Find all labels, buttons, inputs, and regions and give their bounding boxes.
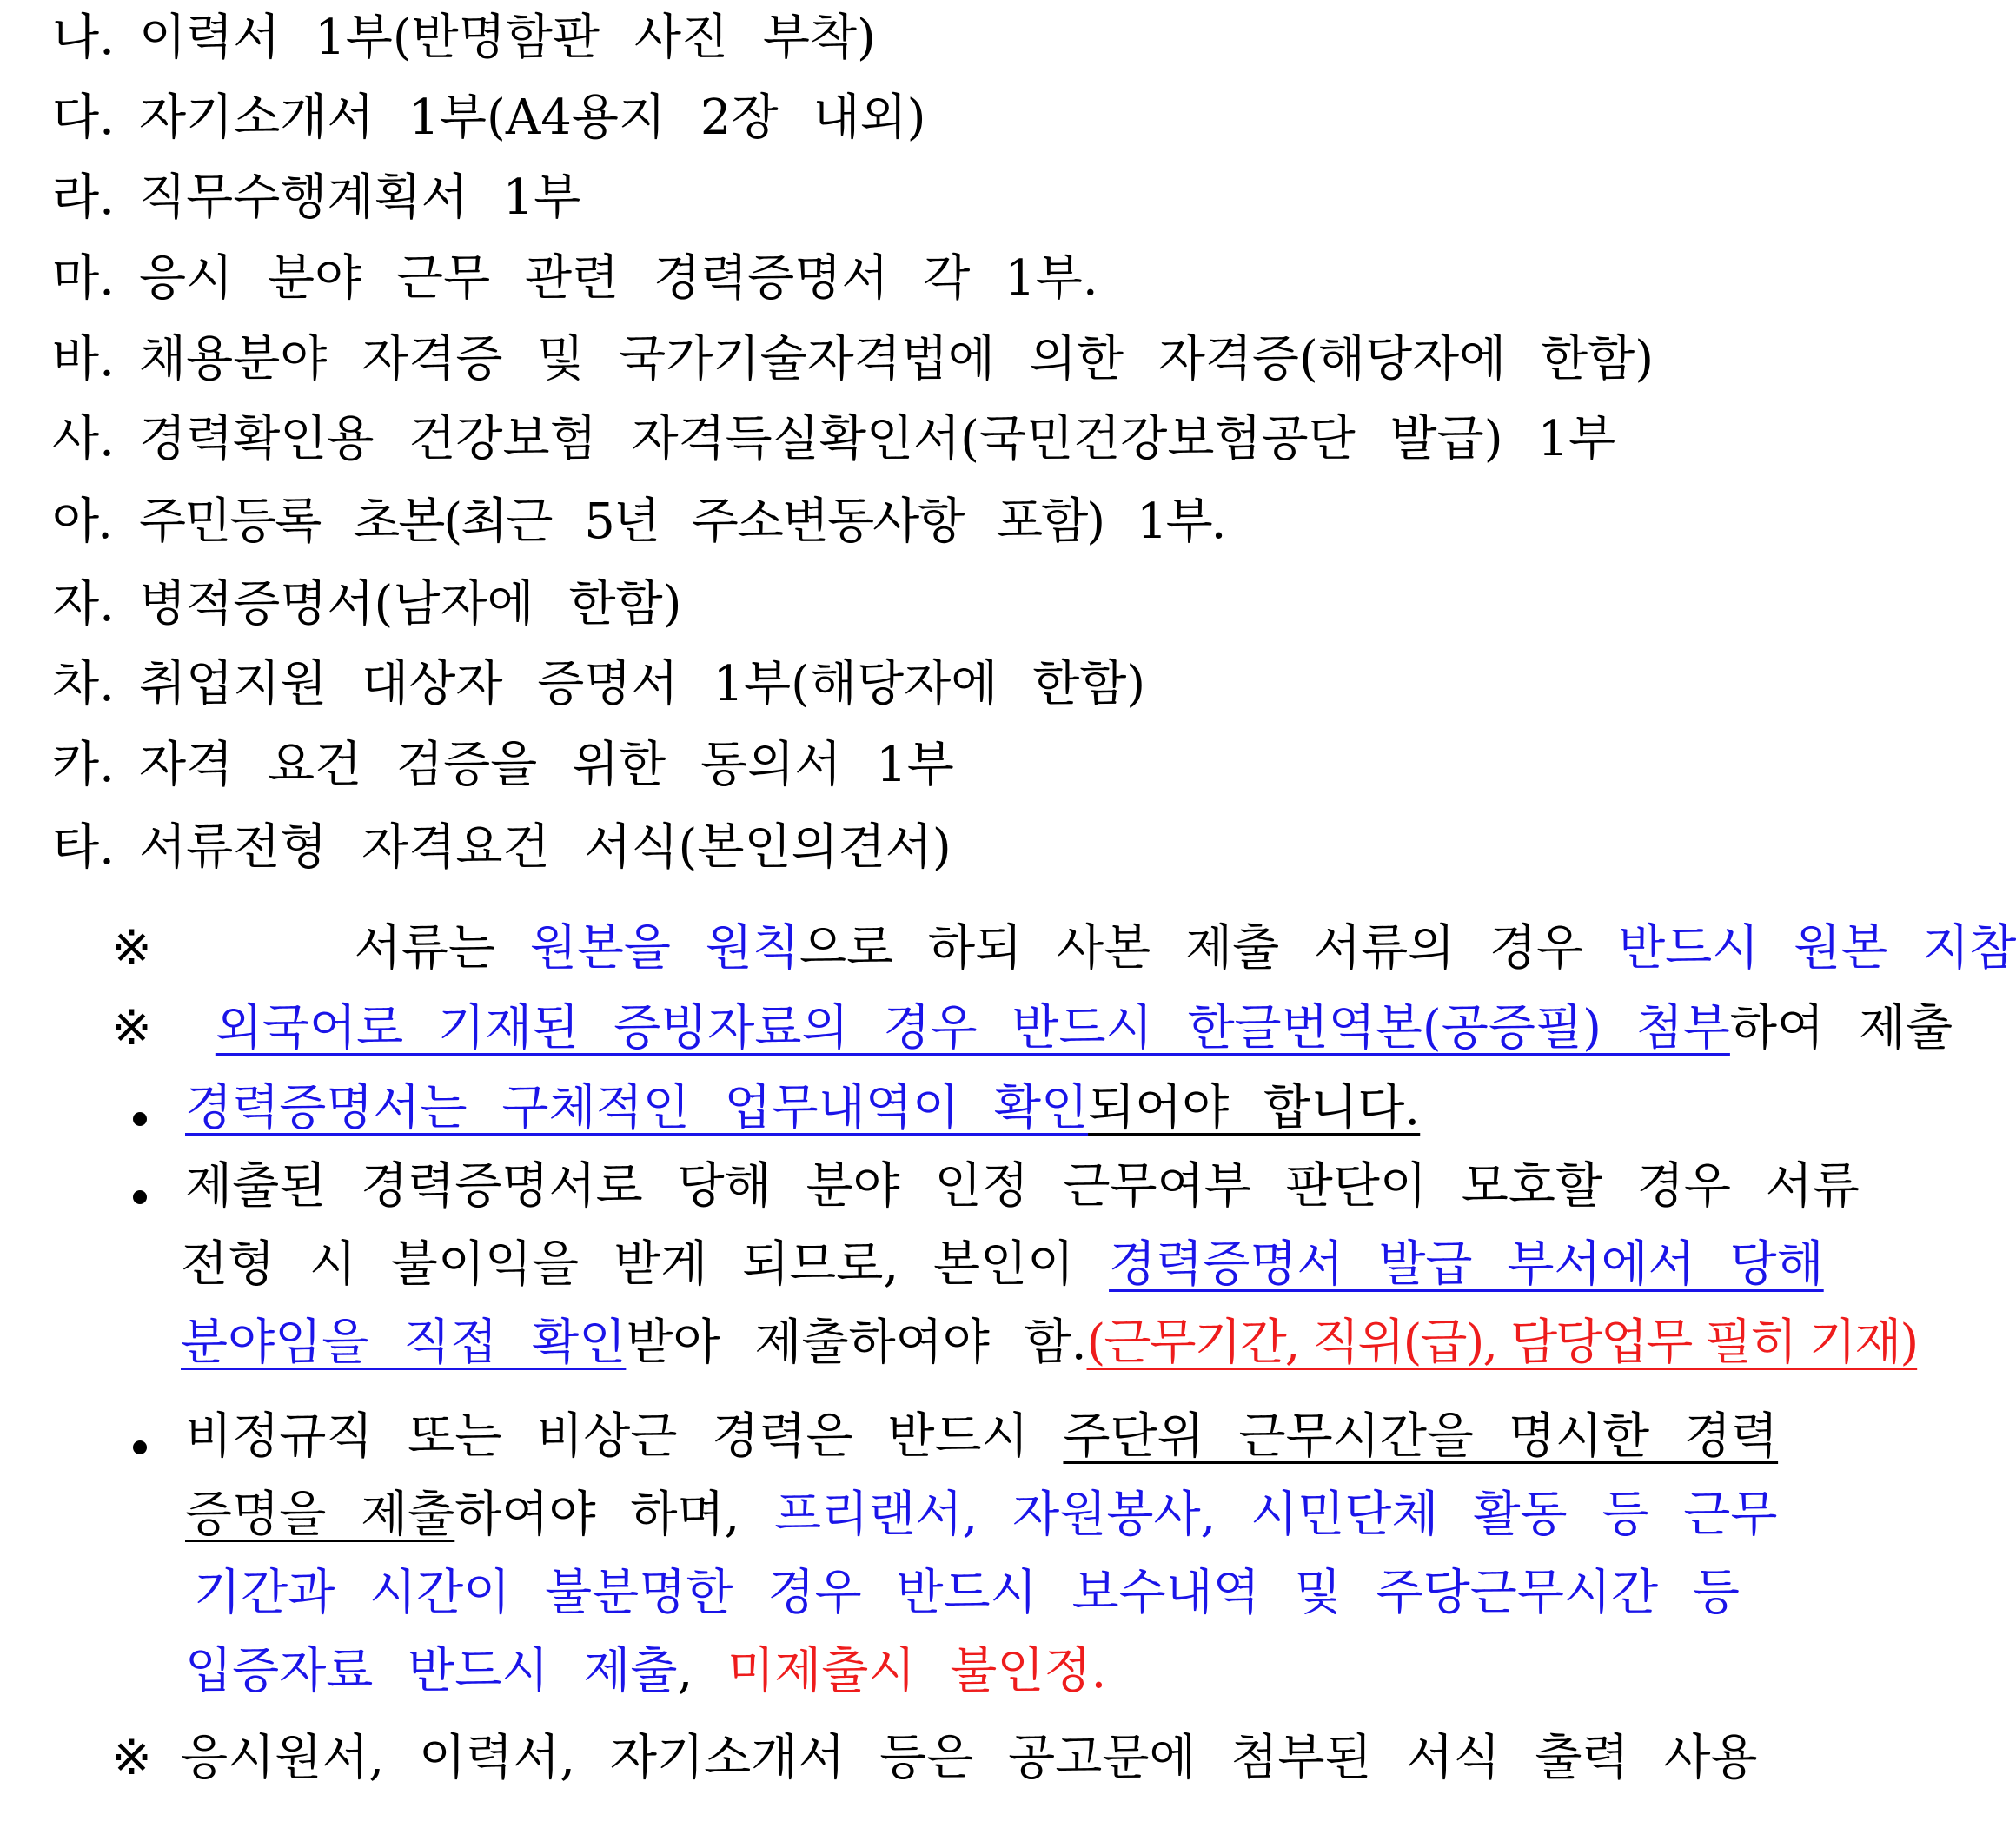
bullet-ambiguous-career-line3: 분야임을 직접 확인받아 제출하여야 함.(근무기간, 직위(급), 담당업무 필히 기재) [181, 1315, 1918, 1371]
item-text: 자기소개서 1부(A4용지 2장 내외) [139, 89, 926, 146]
document-item [52, 328, 1654, 391]
document-item [52, 817, 952, 879]
item-text: 자격 요건 검증을 위한 동의서 1부 [139, 737, 954, 793]
bullet-irregular-career-line2: 증명을 제출하여야 하며, 프리랜서, 자원봉사, 시민단체 활동 등 근무 [185, 1487, 1778, 1543]
emphasis-submit-evidence: 입증자료 반드시 제출 [185, 1643, 678, 1699]
item-marker: 카. [52, 737, 115, 793]
document-item [52, 87, 925, 149]
item-text: 이력서 1부(반명함판 사진 부착) [139, 10, 876, 66]
emphasis-original-principle: 원본을 원칙 [529, 920, 799, 977]
emphasis-submit-certificate: 증명을 제출 [185, 1487, 455, 1543]
item-marker: 차. [52, 656, 115, 712]
bullet-irregular-career-line3: 기간과 시간이 불분명한 경우 반드시 보수내역 및 주당근무시간 등 [194, 1565, 1740, 1621]
emphasis-weekly-hours: 주단위 근무시간을 명시한 경력 [1063, 1408, 1779, 1465]
document-item [52, 167, 580, 229]
item-text: 응시 분야 근무 관련 경력증명서 각 1부. [139, 250, 1098, 307]
item-marker: 나. [52, 10, 115, 66]
bullet-icon [133, 1440, 147, 1454]
document-item [52, 248, 1098, 310]
reference-mark: ※ [111, 1730, 152, 1786]
document-item [52, 573, 681, 636]
bullet-icon [133, 1190, 147, 1204]
document-item [52, 408, 1615, 471]
bullet-ambiguous-career-line1: 제출된 경력증명서로 당해 분야 인정 근무여부 판단이 모호할 경우 서류 [185, 1158, 1860, 1215]
item-text: 병적증명서(남자에 한함) [139, 576, 682, 632]
emphasis-bring-original: 반드시 원본 지참 [1618, 920, 2016, 977]
item-marker: 타. [52, 819, 115, 876]
bullet-icon [133, 1112, 147, 1126]
item-text: 서류전형 자격요건 서식(본인의견서) [139, 819, 952, 876]
reference-mark: ※ [111, 1000, 152, 1056]
item-marker: 자. [52, 576, 115, 632]
item-marker: 아. [52, 493, 111, 550]
emphasis-translation-required: 외국어로 기재된 증빙자료의 경우 반드시 한글번역본(공증필) 첨부 [215, 1000, 1730, 1056]
note-application-forms: ※ 응시원서, 이력서, 자기소개서 등은 공고문에 첨부된 서식 출력 사용 [111, 1727, 1758, 1790]
item-text: 취업지원 대상자 증명서 1부(해당자에 한함) [139, 656, 1146, 712]
item-text: 직무수행계획서 1부 [139, 169, 581, 226]
reference-mark: ※ [111, 920, 152, 977]
document-item [52, 653, 1145, 716]
item-marker: 다. [52, 89, 115, 146]
item-marker: 라. [52, 169, 115, 226]
item-marker: 사. [52, 411, 115, 467]
emphasis-issuing-department: 경력증명서 발급 부서에서 당해 [1109, 1236, 1824, 1293]
bullet-career-certificate: 경력증명서는 구체적인 업무내역이 확인되어야 합니다. [185, 1080, 1421, 1136]
emphasis-required-fields: (근무기간, 직위(급), 담당업무 필히 기재) [1086, 1315, 1918, 1371]
document-item [52, 734, 954, 797]
emphasis-not-recognized: 미제출시 불인정. [727, 1643, 1107, 1699]
bullet-irregular-career-line4: 입증자료 반드시 제출, 미제출시 불인정. [185, 1643, 1107, 1699]
item-text: 경력확인용 건강보험 자격득실확인서(국민건강보험공단 발급) 1부 [139, 411, 1616, 467]
item-marker: 바. [52, 331, 115, 387]
note-foreign-language-docs: ※ 외국어로 기재된 증빙자료의 경우 반드시 한글번역본(공증필) 첨부하여 제출 [111, 997, 1953, 1060]
document-item [52, 7, 876, 70]
emphasis-direct-confirmation: 분야임을 직접 확인 [181, 1315, 627, 1371]
emphasis-work-details: 경력증명서는 구체적인 업무내역이 확인 [185, 1080, 1089, 1136]
item-text: 채용분야 자격증 및 국가기술자격법에 의한 자격증(해당자에 한함) [139, 331, 1655, 387]
item-marker: 마. [52, 250, 115, 307]
document-item [52, 491, 1225, 553]
emphasis-freelance: 프리랜서, 자원봉사, 시민단체 활동 등 근무 [774, 1487, 1778, 1543]
note-original-documents: ※ 서류는 원본을 원칙으로 하되 사본 제출 서류의 경우 반드시 원본 지참 [111, 917, 2016, 980]
bullet-irregular-career-line1: 비정규직 또는 비상근 경력은 반드시 주단위 근무시간을 명시한 경력 [185, 1408, 1779, 1465]
item-text: 주민등록 초본(최근 5년 주소변동사항 포함) 1부. [139, 493, 1225, 550]
bullet-ambiguous-career-line2: 전형 시 불이익을 받게 되므로, 본인이 경력증명서 발급 부서에서 당해 [181, 1236, 1824, 1293]
